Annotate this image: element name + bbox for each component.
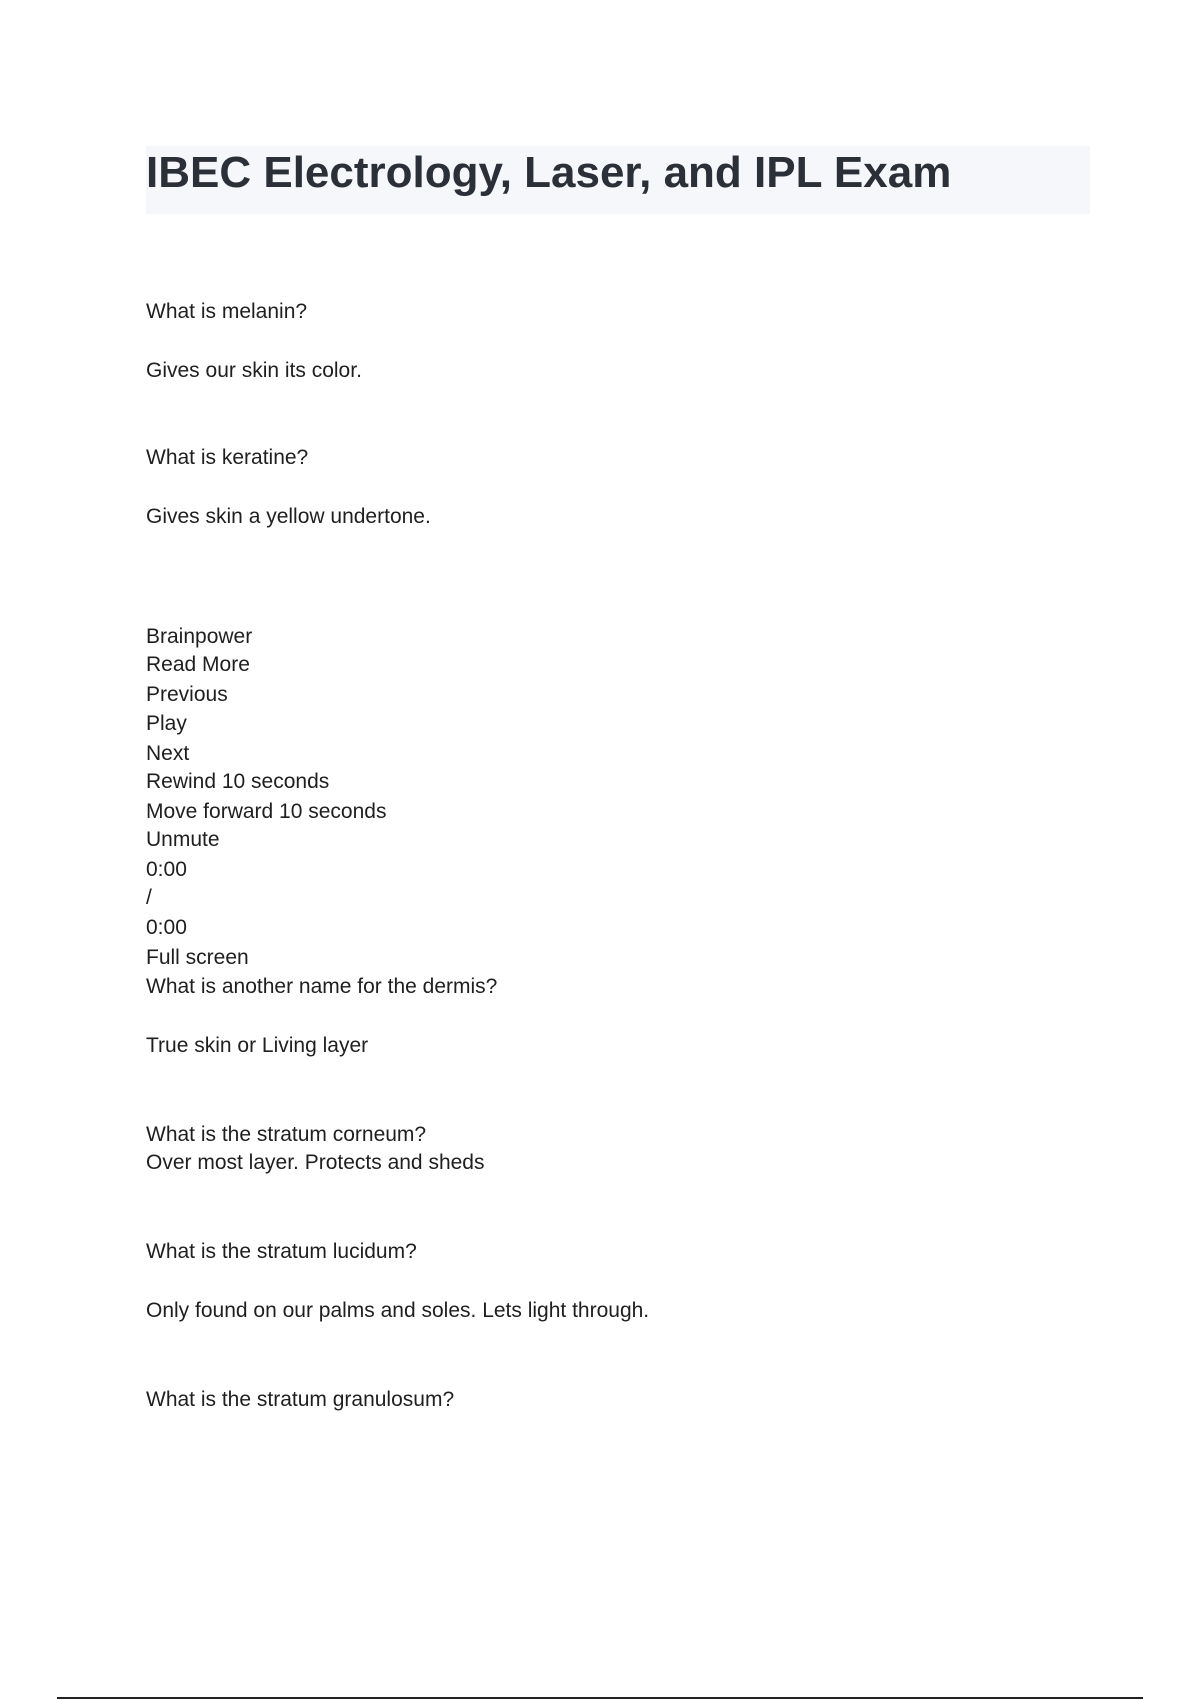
read-more-link[interactable]: Read More	[146, 653, 250, 676]
question-stratum-granulosum: What is the stratum granulosum?	[146, 1388, 455, 1411]
unmute-button[interactable]: Unmute	[146, 828, 220, 851]
player-brand: Brainpower	[146, 625, 253, 648]
question-keratine: What is keratine?	[146, 446, 309, 469]
rewind-button[interactable]: Rewind 10 seconds	[146, 770, 330, 793]
answer-dermis: True skin or Living layer	[146, 1034, 369, 1057]
answer-keratine: Gives skin a yellow undertone.	[146, 505, 431, 528]
previous-button[interactable]: Previous	[146, 683, 228, 706]
answer-melanin: Gives our skin its color.	[146, 359, 362, 382]
fullscreen-button[interactable]: Full screen	[146, 946, 249, 969]
bottom-divider	[57, 1697, 1143, 1699]
question-stratum-lucidum: What is the stratum lucidum?	[146, 1240, 417, 1263]
question-stratum-corneum: What is the stratum corneum?	[146, 1123, 427, 1146]
duration: 0:00	[146, 916, 187, 939]
next-button[interactable]: Next	[146, 742, 190, 765]
answer-stratum-corneum: Over most layer. Protects and sheds	[146, 1151, 485, 1174]
answer-stratum-lucidum: Only found on our palms and soles. Lets light through.	[146, 1299, 650, 1322]
forward-button[interactable]: Move forward 10 seconds	[146, 800, 387, 823]
page-title: IBEC Electrology, Laser, and IPL Exam	[146, 148, 952, 197]
time-separator: /	[146, 886, 152, 909]
play-button[interactable]: Play	[146, 712, 187, 735]
question-dermis: What is another name for the dermis?	[146, 975, 498, 998]
question-melanin: What is melanin?	[146, 300, 308, 323]
current-time: 0:00	[146, 858, 187, 881]
